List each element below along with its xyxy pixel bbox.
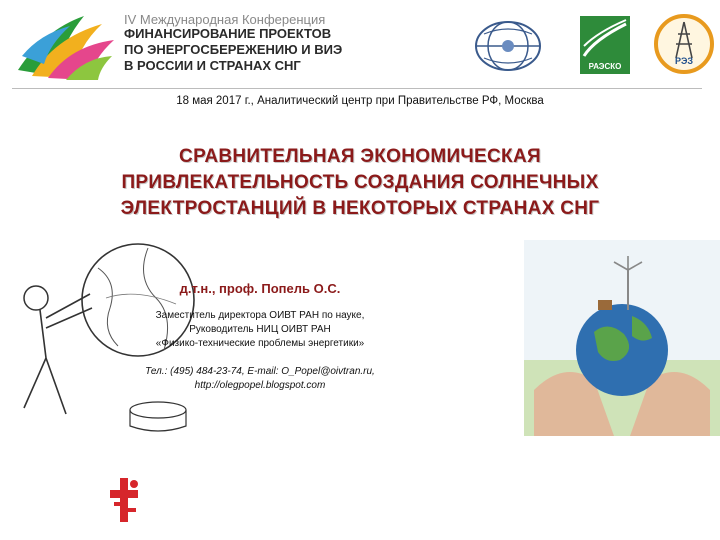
cis-emblem-icon (472, 18, 544, 74)
author-position-1: Заместитель директора ОИВТ РАН по науке, (155, 310, 365, 321)
title-line-1: СРАВНИТЕЛЬНАЯ ЭКОНОМИЧЕСКАЯ (179, 146, 541, 167)
raesco-logo-icon (580, 16, 630, 74)
globe-in-hands-illustration (524, 240, 720, 436)
rze-label: РЭЗ (675, 56, 693, 66)
conference-line-3: ПО ЭНЕРГОСБЕРЕЖЕНИЮ И ВИЭ (124, 42, 343, 57)
conference-line-2: ФИНАНСИРОВАНИЕ ПРОЕКТОВ (124, 26, 332, 41)
event-line: 18 мая 2017 г., Аналитический центр при Правительстве РФ, Москва (176, 95, 544, 107)
author-position-3: «Физико-технические проблемы энергетики» (155, 338, 365, 349)
red-t-logo-icon (110, 478, 138, 522)
title-line-3: ЭЛЕКТРОСТАНЦИЙ В НЕКОТОРЫХ СТРАНАХ СНГ (120, 198, 600, 219)
author-url-link[interactable]: http://olegpopel.blogspot.com (194, 380, 326, 391)
header-separator (12, 88, 702, 89)
author-contact: Тел.: (495) 484-23-74, E-mail: O_Popel@oivtran.ru, (145, 366, 375, 377)
title-line-2: ПРИВЛЕКАТЕЛЬНОСТЬ СОЗДАНИЯ СОЛНЕЧНЫХ (121, 172, 599, 193)
raesco-label: РАЭСКО (588, 62, 622, 71)
author-name: д.т.н., проф. Попель О.С. (179, 281, 341, 296)
conference-line-4: В РОССИИ И СТРАНАХ СНГ (124, 58, 301, 73)
author-position-2: Руководитель НИЦ ОИВТ РАН (189, 324, 331, 335)
conference-logo-icon (14, 10, 118, 82)
conference-line-1: IV Международная Конференция (124, 12, 326, 27)
rze-pylon-logo-icon (654, 14, 714, 74)
